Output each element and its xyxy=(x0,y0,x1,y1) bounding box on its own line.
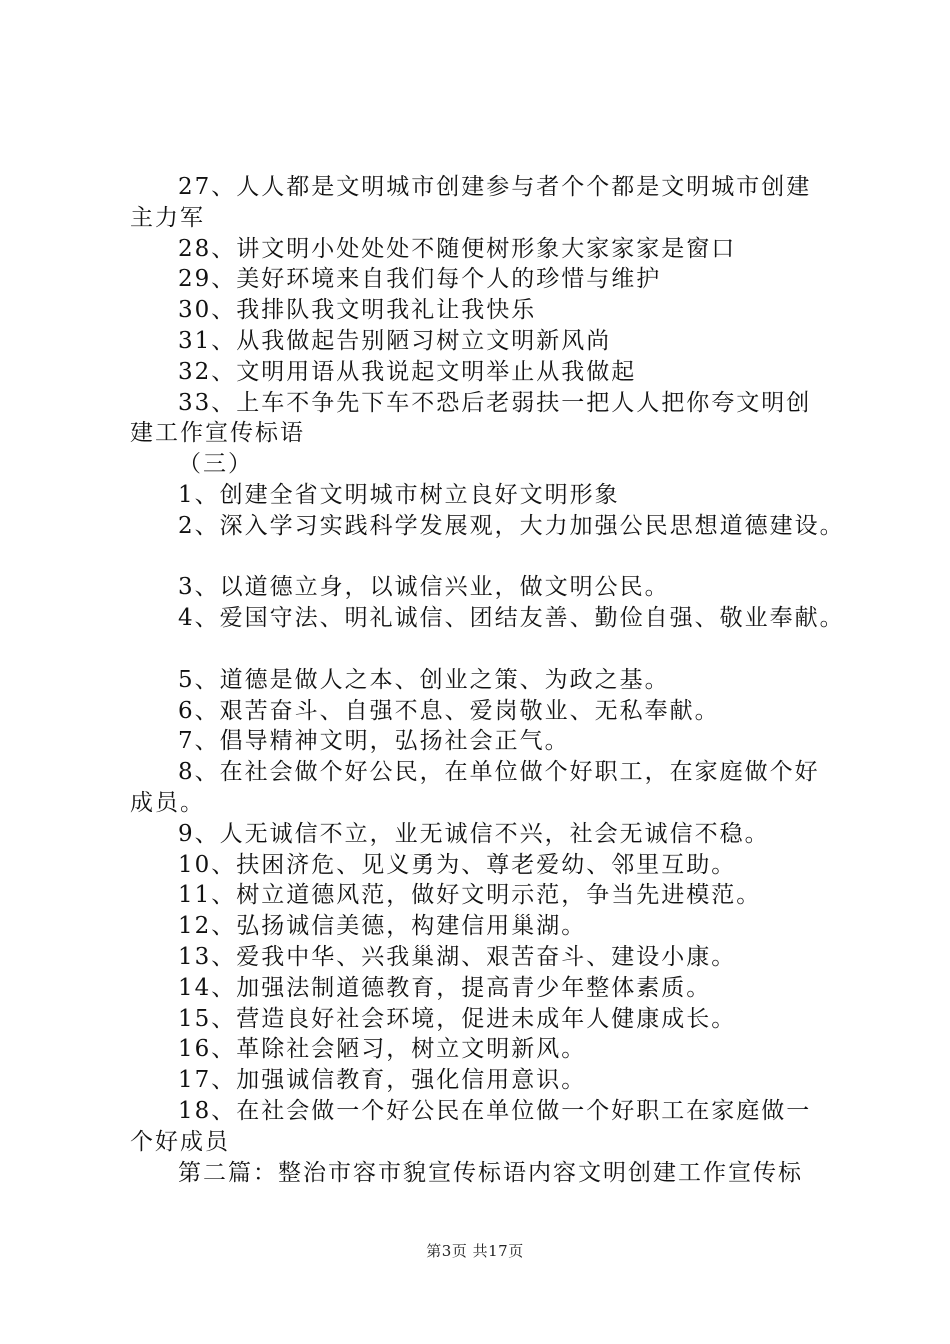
page-number-footer: 第3页 共17页 xyxy=(426,1242,524,1260)
slogan-line: 16、革除社会陋习，树立文明新风。 xyxy=(178,1036,587,1063)
slogan-line: 3、以道德立身，以诚信兴业，做文明公民。 xyxy=(178,574,670,601)
chapter-heading: 第二篇：整治市容市貌宣传标语内容文明创建工作宣传标 xyxy=(178,1159,803,1186)
slogan-line: 27、人人都是文明城市创建参与者个个都是文明城市创建 xyxy=(178,174,812,200)
slogan-line: 31、从我做起告别陋习树立文明新风尚 xyxy=(178,327,612,354)
slogan-line: 18、在社会做一个好公民在单位做一个好职工在家庭做一 xyxy=(178,1097,812,1124)
slogan-line: 30、我排队我文明我礼让我快乐 xyxy=(178,297,537,324)
blank-line xyxy=(130,634,850,665)
slogan-line-continuation: 个好成员 xyxy=(130,1128,230,1155)
slogan-line: 29、美好环境来自我们每个人的珍惜与维护 xyxy=(178,266,662,293)
slogan-line: 8、在社会做个好公民，在单位做个好职工，在家庭做个好 xyxy=(178,759,820,786)
slogan-line: 10、扶困济危、见义勇为、尊老爱幼、邻里互助。 xyxy=(178,851,737,878)
blank-line xyxy=(130,542,850,573)
slogan-line-continuation: 主力军 xyxy=(130,204,205,231)
slogan-line: 4、爱国守法、明礼诚信、团结友善、勤俭自强、敬业奉献。 xyxy=(178,605,845,632)
slogan-line: 2、深入学习实践科学发展观，大力加强公民思想道德建设。 xyxy=(178,512,845,539)
slogan-line: 32、文明用语从我说起文明举止从我做起 xyxy=(178,358,637,385)
slogan-line: 28、讲文明小处处处不随便树形象大家家家是窗口 xyxy=(178,235,737,262)
slogan-line: 14、加强法制道德教育，提高青少年整体素质。 xyxy=(178,974,712,1001)
section-heading: （三） xyxy=(178,451,253,478)
slogan-line: 13、爱我中华、兴我巢湖、艰苦奋斗、建设小康。 xyxy=(178,943,737,970)
document-body xyxy=(130,172,850,1188)
slogan-line: 5、道德是做人之本、创业之策、为政之基。 xyxy=(178,666,670,693)
slogan-line: 17、加强诚信教育，强化信用意识。 xyxy=(178,1067,587,1094)
slogan-line: 6、艰苦奋斗、自强不息、爱岗敬业、无私奉献。 xyxy=(178,697,720,724)
slogan-line: 12、弘扬诚信美德，构建信用巢湖。 xyxy=(178,913,587,940)
slogan-line: 7、倡导精神文明，弘扬社会正气。 xyxy=(178,728,570,755)
slogan-line: 11、树立道德风范，做好文明示范，争当先进模范。 xyxy=(178,882,762,909)
slogan-line: 33、上车不争先下车不恐后老弱扶一把人人把你夸文明创 xyxy=(178,389,812,416)
slogan-line: 9、人无诚信不立，业无诚信不兴，社会无诚信不稳。 xyxy=(178,820,770,847)
slogan-line: 1、创建全省文明城市树立良好文明形象 xyxy=(178,481,620,508)
slogan-line-continuation: 成员。 xyxy=(130,789,205,816)
slogan-line: 15、营造良好社会环境，促进未成年人健康成长。 xyxy=(178,1005,737,1032)
slogan-line-continuation: 建工作宣传标语 xyxy=(130,420,305,447)
